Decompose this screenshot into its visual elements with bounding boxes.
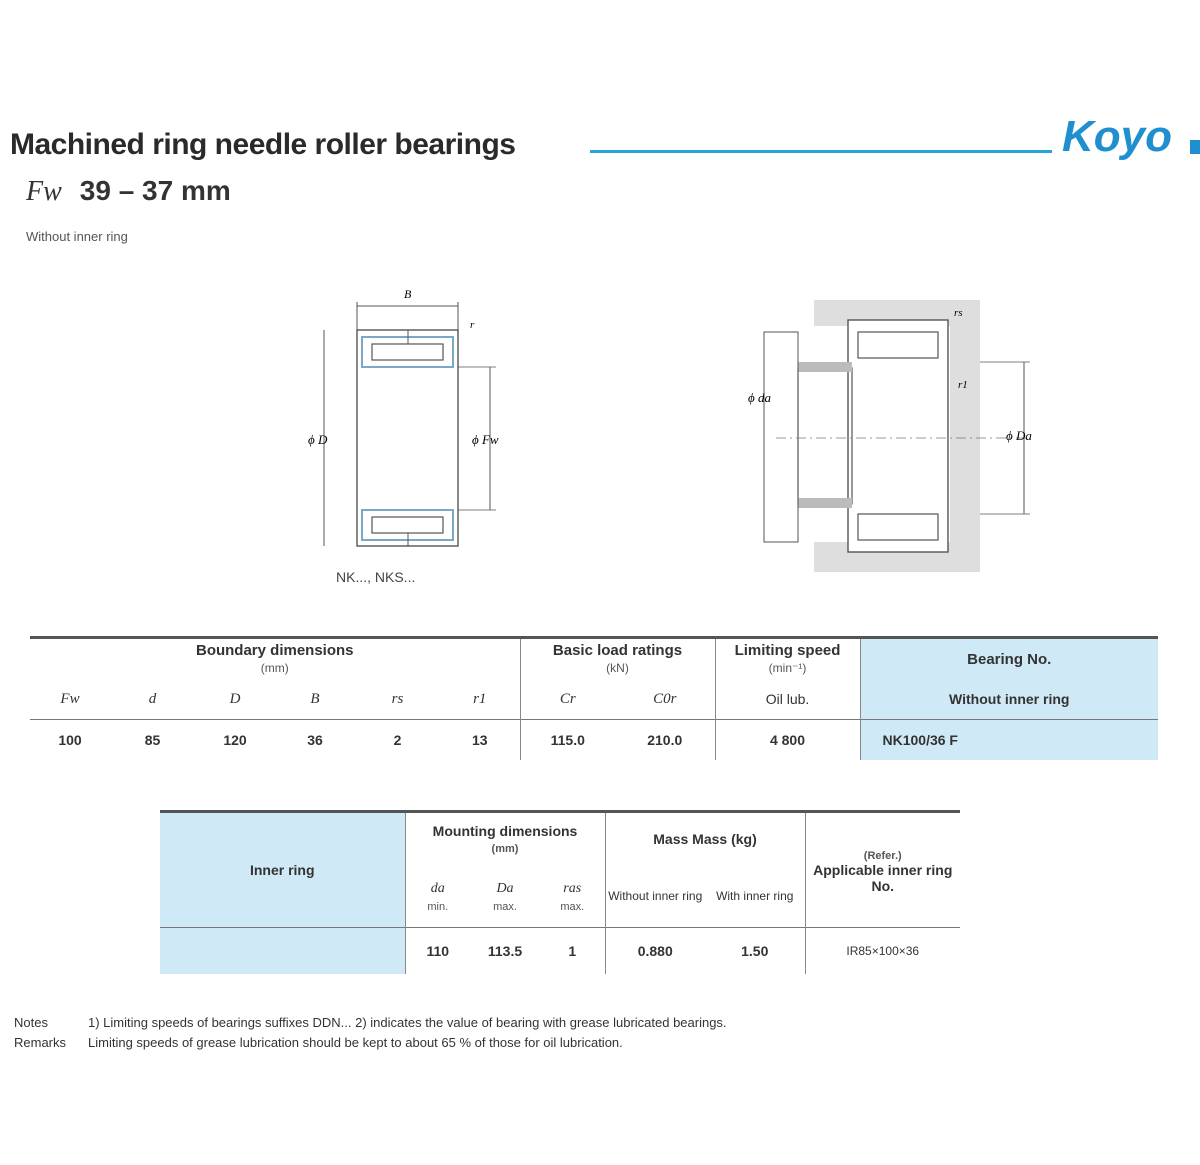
cell-b: 36 [275, 720, 355, 761]
header-boundary-dimensions: Boundary dimensions (mm) [195, 642, 354, 675]
cell-d: 85 [110, 720, 195, 761]
col-da: da min. [405, 866, 470, 928]
col-d: d [148, 690, 157, 707]
footnote-notes: Notes 1) Limiting speeds of bearings suffixes DDN... 2) indicates the value of bearing with grease lubricated bearings. [14, 1015, 727, 1030]
cell-r1: 13 [440, 720, 520, 761]
col-oil-lub: Oil lub. [715, 679, 860, 720]
cell-c0r: 210.0 [615, 720, 715, 761]
bearing-section-drawing [300, 282, 530, 562]
label-rs: rs [954, 307, 963, 319]
cell-inner-ring-blank [160, 928, 405, 974]
mounting-drawing [740, 292, 1060, 582]
cell-inner-ring-no: IR85×100×36 [805, 928, 960, 974]
cell-mass-with: 1.50 [705, 928, 805, 974]
col-mass-with: With inner ring [716, 889, 794, 904]
header-bearing-no: Bearing No. [860, 638, 1158, 680]
header-mounting-dimensions: Mounting dimensions (mm) [405, 812, 605, 866]
cell-da: 110 [405, 928, 470, 974]
cell-mass-without: 0.880 [605, 928, 705, 974]
brand-mark [1190, 140, 1200, 154]
col-ras: ras max. [560, 881, 585, 914]
header-limiting-speed: Limiting speed (min⁻¹) [715, 638, 860, 680]
header-load-ratings: Basic load ratings (kN) [520, 638, 715, 680]
cell-outer-d: 120 [195, 720, 275, 761]
cell-rs: 2 [355, 720, 440, 761]
cell-ras: 1 [540, 928, 605, 974]
brand-logo: Koyo [1062, 112, 1172, 161]
cell-fw: 100 [30, 720, 110, 761]
title-rule [590, 150, 1052, 153]
page-subtitle [26, 175, 231, 208]
col-without-inner-ring: Without inner ring [860, 679, 1158, 720]
figure-caption: NK..., NKS... [336, 569, 416, 585]
mounting-table [160, 810, 960, 974]
subtitle-symbol: Fw [26, 176, 62, 207]
col-rs: rs [391, 690, 404, 707]
bearing-spec-table [30, 636, 1158, 760]
label-b: B [404, 287, 412, 301]
col-cr: Cr [520, 679, 615, 720]
label-r: r [470, 319, 475, 331]
footnote-remarks: Remarks Limiting speeds of grease lubrication should be kept to about 65 % of those for oil lubrication. [14, 1035, 623, 1050]
col-c0r: C0r [653, 690, 677, 707]
col-r1: r1 [473, 690, 487, 707]
col-outer-d: D [229, 690, 241, 707]
subtitle-range: 39 – 37 mm [79, 175, 231, 206]
label-da-inner: ϕ da [748, 390, 771, 405]
col-b: B [310, 690, 320, 707]
label-d: ϕ D [308, 432, 328, 447]
header-inner-ring: Inner ring [160, 812, 405, 928]
header-mass: Mass Mass (kg) [605, 812, 805, 866]
label-r1: r1 [958, 379, 968, 391]
col-mass-without: Without inner ring [605, 866, 705, 928]
cell-cr: 115.0 [520, 720, 615, 761]
cell-bearing-no: NK100/36 F [860, 720, 1158, 761]
header-applicable-inner-ring: (Refer.) Applicable inner ring No. [805, 812, 960, 928]
footnotes [14, 1013, 727, 1053]
cell-speed: 4 800 [715, 720, 860, 761]
cell-da-outer: 113.5 [470, 928, 540, 974]
label-da-outer: ϕ Da [1006, 428, 1032, 443]
col-fw: Fw [60, 690, 80, 707]
page-title: Machined ring needle roller bearings [10, 128, 516, 161]
subtitle-note: Without inner ring [26, 229, 128, 244]
label-fw: ϕ Fw [472, 432, 499, 447]
col-da-outer: Da max. [493, 881, 517, 914]
